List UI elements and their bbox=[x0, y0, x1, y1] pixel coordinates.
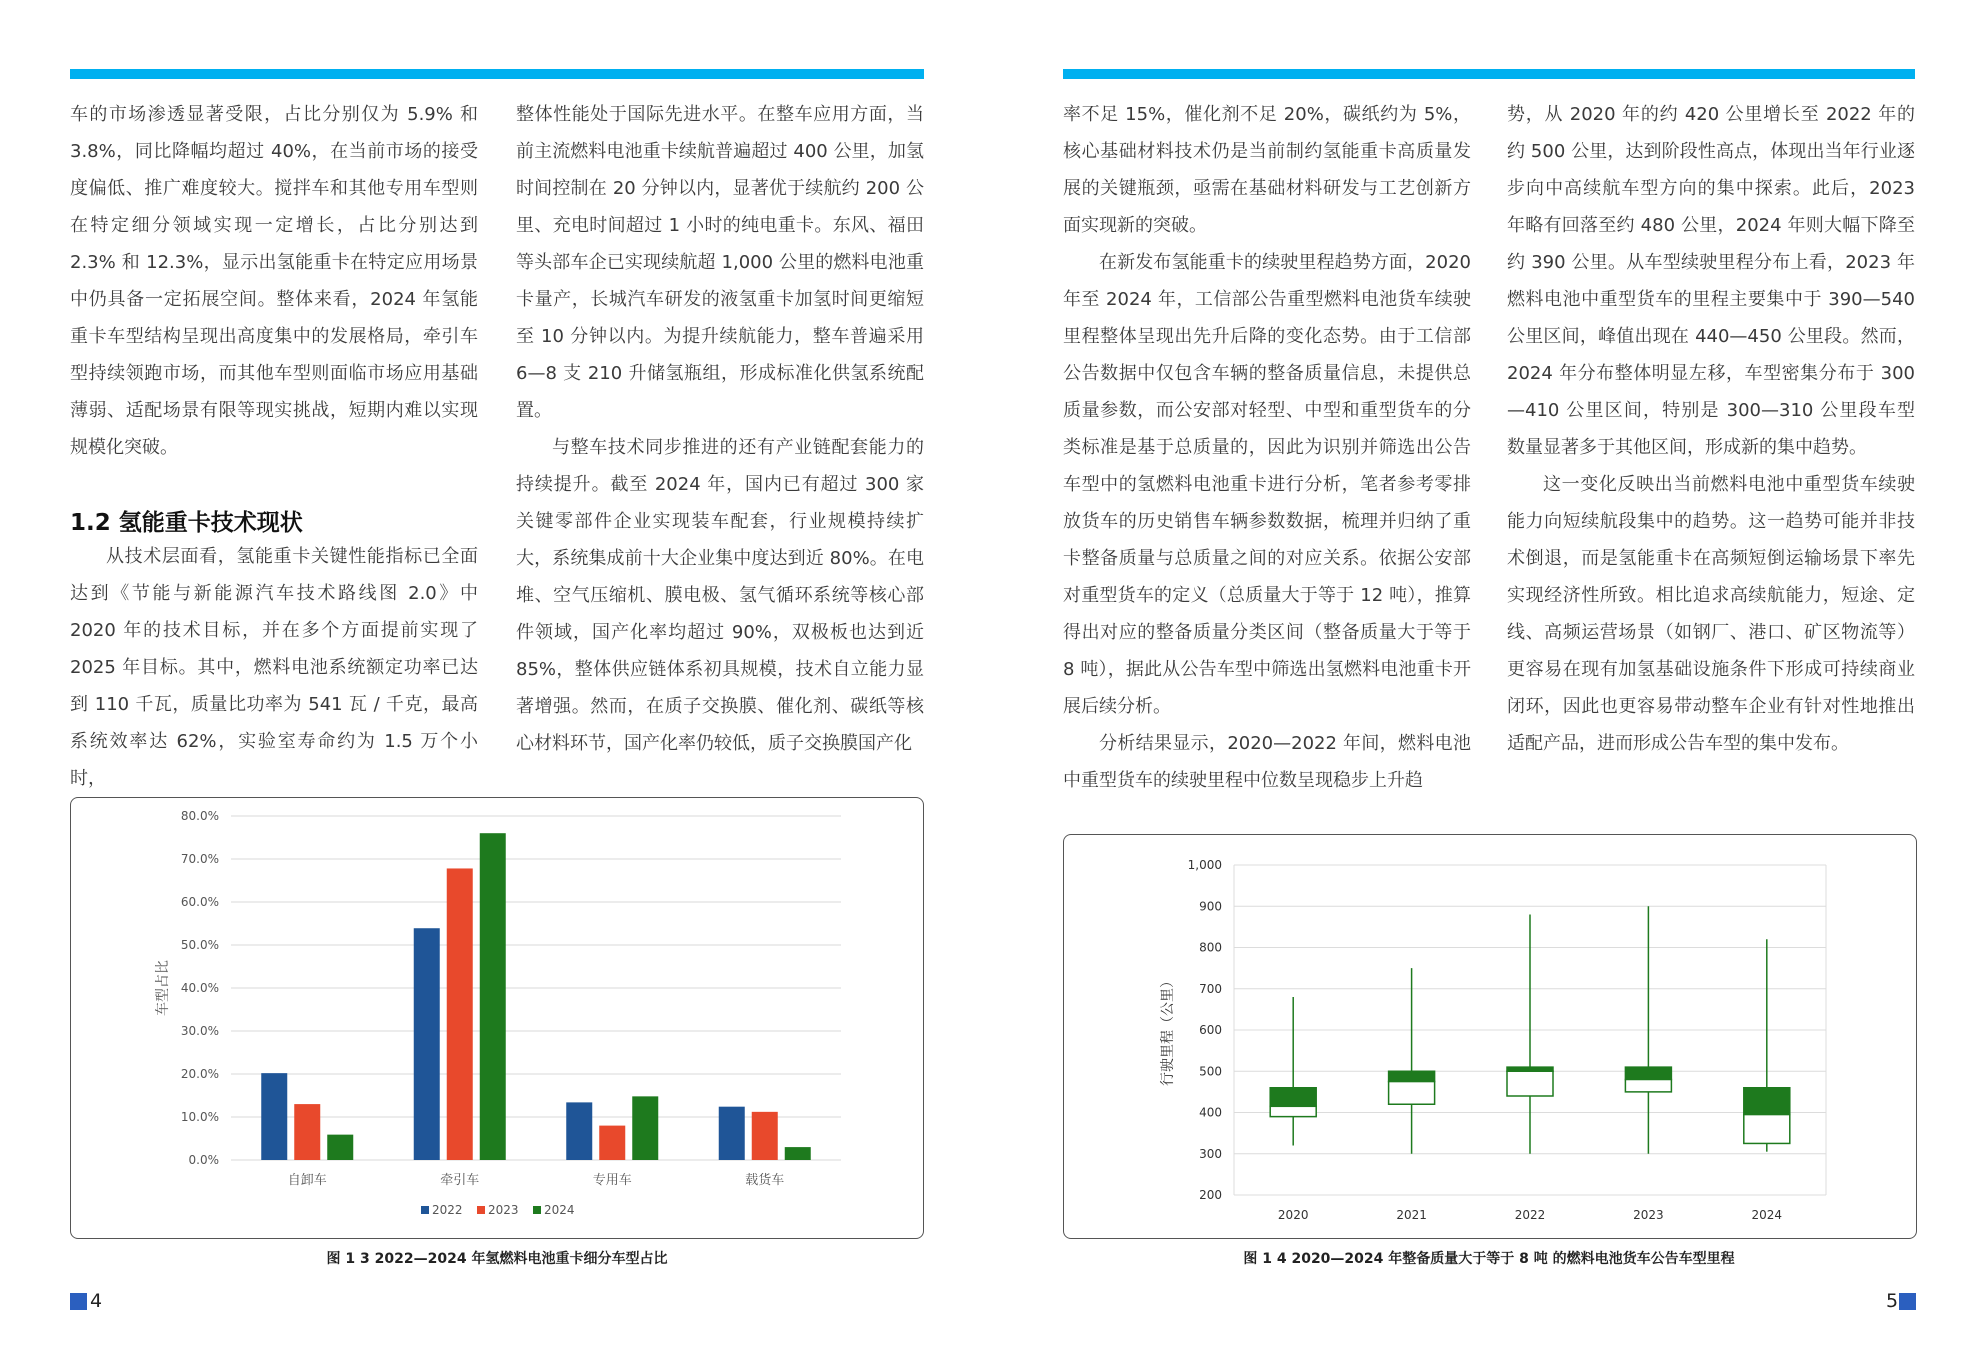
y-axis-label: 车型占比 bbox=[155, 960, 171, 1016]
y-tick-label: 60.0% bbox=[180, 895, 219, 909]
bar-2024-2 bbox=[632, 1096, 658, 1160]
left-column-2 bbox=[516, 96, 924, 762]
bar-2022-3 bbox=[719, 1107, 745, 1160]
x-tick-label: 2020 bbox=[1277, 1208, 1309, 1222]
y-tick-label: 300 bbox=[1199, 1146, 1222, 1161]
box-lower-2021 bbox=[1389, 1082, 1435, 1105]
y-tick-label: 600 bbox=[1199, 1023, 1222, 1037]
box-chart-frame bbox=[1063, 834, 1917, 1239]
y-tick-label: 700 bbox=[1199, 981, 1222, 996]
bar-2024-1 bbox=[480, 833, 506, 1160]
box-lower-2022 bbox=[1507, 1071, 1553, 1096]
legend-swatch-2024 bbox=[533, 1206, 541, 1214]
top-accent-bar-left bbox=[70, 69, 924, 79]
legend-label-2022: 2022 bbox=[432, 1203, 463, 1217]
right-column-3 bbox=[1063, 96, 1471, 799]
legend-label-2023: 2023 bbox=[488, 1203, 519, 1217]
y-tick-label: 200 bbox=[1199, 1188, 1222, 1202]
y-tick-label: 500 bbox=[1199, 1064, 1222, 1079]
box-lower-2020 bbox=[1270, 1106, 1316, 1116]
legend-label-2024: 2024 bbox=[544, 1203, 575, 1217]
y-tick-label: 10.0% bbox=[180, 1110, 219, 1124]
bar-chart-frame bbox=[70, 797, 924, 1239]
box-upper-2023 bbox=[1625, 1067, 1671, 1079]
y-tick-label: 800 bbox=[1199, 940, 1222, 955]
x-tick-label: 牵引车 bbox=[440, 1173, 480, 1188]
bar-chart bbox=[71, 798, 923, 1238]
y-tick-label: 50.0% bbox=[180, 938, 219, 952]
paragraph: 整体性能处于国际先进水平。在整车应用方面，当前主流燃料电池重卡续航普遍超过 400 公里，加氢时间控制在 20 分钟以内，显著优于续航约 200 公里、充电时间超过 1 小时的纯电重卡。东风、福田等头部车企已实现续航超 1,000 公里的燃料电池重卡量产，长城汽车研发的液氢重卡加氢时间更缩短至 10 分钟以内。为提升续航能力，整车普遍采用 6—8 支 210 升储氢瓶组，形成标准化供氢系统配置。 bbox=[516, 104, 924, 421]
bar-2024-3 bbox=[785, 1147, 811, 1160]
y-tick-label: 1,000 bbox=[1187, 858, 1222, 872]
bar-2023-2 bbox=[599, 1126, 625, 1160]
bar-2023-0 bbox=[294, 1104, 320, 1160]
bar-2022-0 bbox=[261, 1073, 287, 1160]
box-lower-2023 bbox=[1625, 1080, 1671, 1092]
legend-swatch-2023 bbox=[477, 1206, 485, 1214]
y-tick-label: 0.0% bbox=[188, 1153, 219, 1167]
page-marker-left bbox=[70, 1293, 87, 1310]
paragraph: 率不足 15%，催化剂不足 20%，碳纸约为 5%，核心基础材料技术仍是当前制约氢能重卡高质量发展的关键瓶颈，亟需在基础材料研发与工艺创新方面实现新的突破。 bbox=[1063, 104, 1471, 236]
paragraph: 分析结果显示，2020—2022 年间，燃料电池中重型货车的续驶里程中位数呈现稳步上升趋 bbox=[1063, 733, 1471, 791]
y-tick-label: 80.0% bbox=[180, 809, 219, 823]
box-lower-2024 bbox=[1744, 1115, 1790, 1144]
figure-caption-left: 图 1 3 2022—2024 年氢燃料电池重卡细分车型占比 bbox=[326, 1251, 668, 1267]
page-marker-right bbox=[1899, 1293, 1916, 1310]
paragraph: 在新发布氢能重卡的续驶里程趋势方面，2020 年至 2024 年，工信部公告重型燃料电池货车续驶里程整体呈现出先升后降的变化态势。由于工信部公告数据中仅包含车辆的整备质量信息，未提供总质量参数，而公安部对轻型、中型和重型货车的分类标准是基于总质量的，因此为识别并筛选出公告车型中的氢燃料电池重卡进行分析，笔者参考零排放货车的历史销售车辆参数数据，梳理并归纳了重卡整备质量与总质量之间的对应关系。依据公安部对重型货车的定义（总质量大于等于 12 吨），推算得出对应的整备质量分类区间（整备质量大于等于 8 吨），据此从公告车型中筛选出氢燃料电池重卡开展后续分析。 bbox=[1063, 252, 1471, 717]
box-upper-2021 bbox=[1389, 1071, 1435, 1081]
bar-2024-0 bbox=[327, 1135, 353, 1160]
paragraph: 与整车技术同步推进的还有产业链配套能力的持续提升。截至 2024 年，国内已有超过 300 家关键零部件企业实现装车配套，行业规模持续扩大，系统集成前十大企业集中度达到近 80%。在电堆、空气压缩机、膜电极、氢气循环系统等核心部件领域，国产化率均超过 90%，双极板也达到近 85%，整体供应链体系初具规模，技术自立能力显著增强。然而，在质子交换膜、催化剂、碳纸等核心材料环节，国产化率仍较低，质子交换膜国产化 bbox=[516, 437, 924, 754]
box-chart bbox=[1064, 835, 1916, 1238]
x-tick-label: 2023 bbox=[1633, 1208, 1664, 1222]
bar-2022-2 bbox=[566, 1102, 592, 1160]
paragraph: 车的市场渗透显著受限，占比分别仅为 5.9% 和 3.8%，同比降幅均超过 40%，在当前市场的接受度偏低、推广难度较大。搅拌车和其他专用车型则在特定细分领域实现一定增长，占比分别达到 2.3% 和 12.3%，显示出氢能重卡在特定应用场景中仍具备一定拓展空间。整体来看，2024 年氢能重卡车型结构呈现出高度集中的发展格局，牵引车型持续领跑市场，而其他车型则面临市场应用基础薄弱、适配场景有限等现实挑战，短期内难以实现规模化突破。 bbox=[70, 104, 478, 458]
paragraph: 从技术层面看，氢能重卡关键性能指标已全面达到《节能与新能源汽车技术路线图 2.0》中 2020 年的技术目标，并在多个方面提前实现了 2025 年目标。其中，燃料电池系统额定功率已达到 110 千瓦，质量比功率为 541 瓦 / 千克，最高系统效率达 62%，实验室寿命约为 1.5 万个小时， bbox=[70, 546, 478, 789]
y-tick-label: 900 bbox=[1199, 899, 1222, 914]
x-tick-label: 2024 bbox=[1751, 1208, 1783, 1222]
legend-swatch-2022 bbox=[421, 1206, 429, 1214]
page-number-left: 4 bbox=[90, 1290, 103, 1312]
x-tick-label: 2022 bbox=[1514, 1208, 1546, 1222]
left-column-1-top bbox=[70, 96, 478, 466]
x-tick-label: 专用车 bbox=[592, 1173, 632, 1188]
bar-2023-1 bbox=[447, 868, 473, 1160]
left-column-1-bottom bbox=[70, 538, 478, 797]
top-accent-bar-right bbox=[1063, 69, 1915, 79]
right-column-4 bbox=[1507, 96, 1915, 762]
box-upper-2020 bbox=[1270, 1088, 1316, 1107]
y-tick-label: 30.0% bbox=[180, 1024, 219, 1038]
figure-caption-right: 图 1 4 2020—2024 年整备质量大于等于 8 吨 的燃料电池货车公告车型里程 bbox=[1243, 1251, 1735, 1267]
y-tick-label: 40.0% bbox=[180, 981, 219, 995]
paragraph: 这一变化反映出当前燃料电池中重型货车续驶能力向短续航段集中的趋势。这一趋势可能并非技术倒退，而是氢能重卡在高频短倒运输场景下率先实现经济性所致。相比追求高续航能力，短途、定线、高频运营场景（如钢厂、港口、矿区物流等）更容易在现有加氢基础设施条件下形成可持续商业闭环，因此也更容易带动整车企业有针对性地推出适配产品，进而形成公告车型的集中发布。 bbox=[1507, 474, 1915, 754]
box-upper-2024 bbox=[1744, 1088, 1790, 1115]
bar-2022-1 bbox=[414, 928, 440, 1160]
y-tick-label: 70.0% bbox=[180, 852, 219, 866]
y-tick-label: 400 bbox=[1199, 1105, 1222, 1120]
bar-2023-3 bbox=[752, 1112, 778, 1160]
y-tick-label: 20.0% bbox=[180, 1067, 219, 1081]
x-tick-label: 载货车 bbox=[745, 1173, 785, 1188]
paragraph: 势，从 2020 年的约 420 公里增长至 2022 年的约 500 公里，达到阶段性高点，体现出当年行业逐步向中高续航车型方向的集中探索。此后，2023 年略有回落至约 480 公里，2024 年则大幅下降至约 390 公里。从车型续驶里程分布上看，2023 年燃料电池中重型货车的里程主要集中于 390—540 公里区间，峰值出现在 440—450 公里段。然而，2024 年分布整体明显左移，车型密集分布于 300—410 公里区间，特别是 300—310 公里段车型数量显著多于其他区间，形成新的集中趋势。 bbox=[1507, 104, 1915, 458]
section-heading: 1.2 氢能重卡技术现状 bbox=[70, 510, 303, 536]
x-tick-label: 自卸车 bbox=[287, 1173, 327, 1188]
page-number-right: 5 bbox=[1886, 1290, 1899, 1312]
y-axis-label: 行驶里程（公里） bbox=[1160, 974, 1176, 1086]
x-tick-label: 2021 bbox=[1396, 1208, 1427, 1222]
